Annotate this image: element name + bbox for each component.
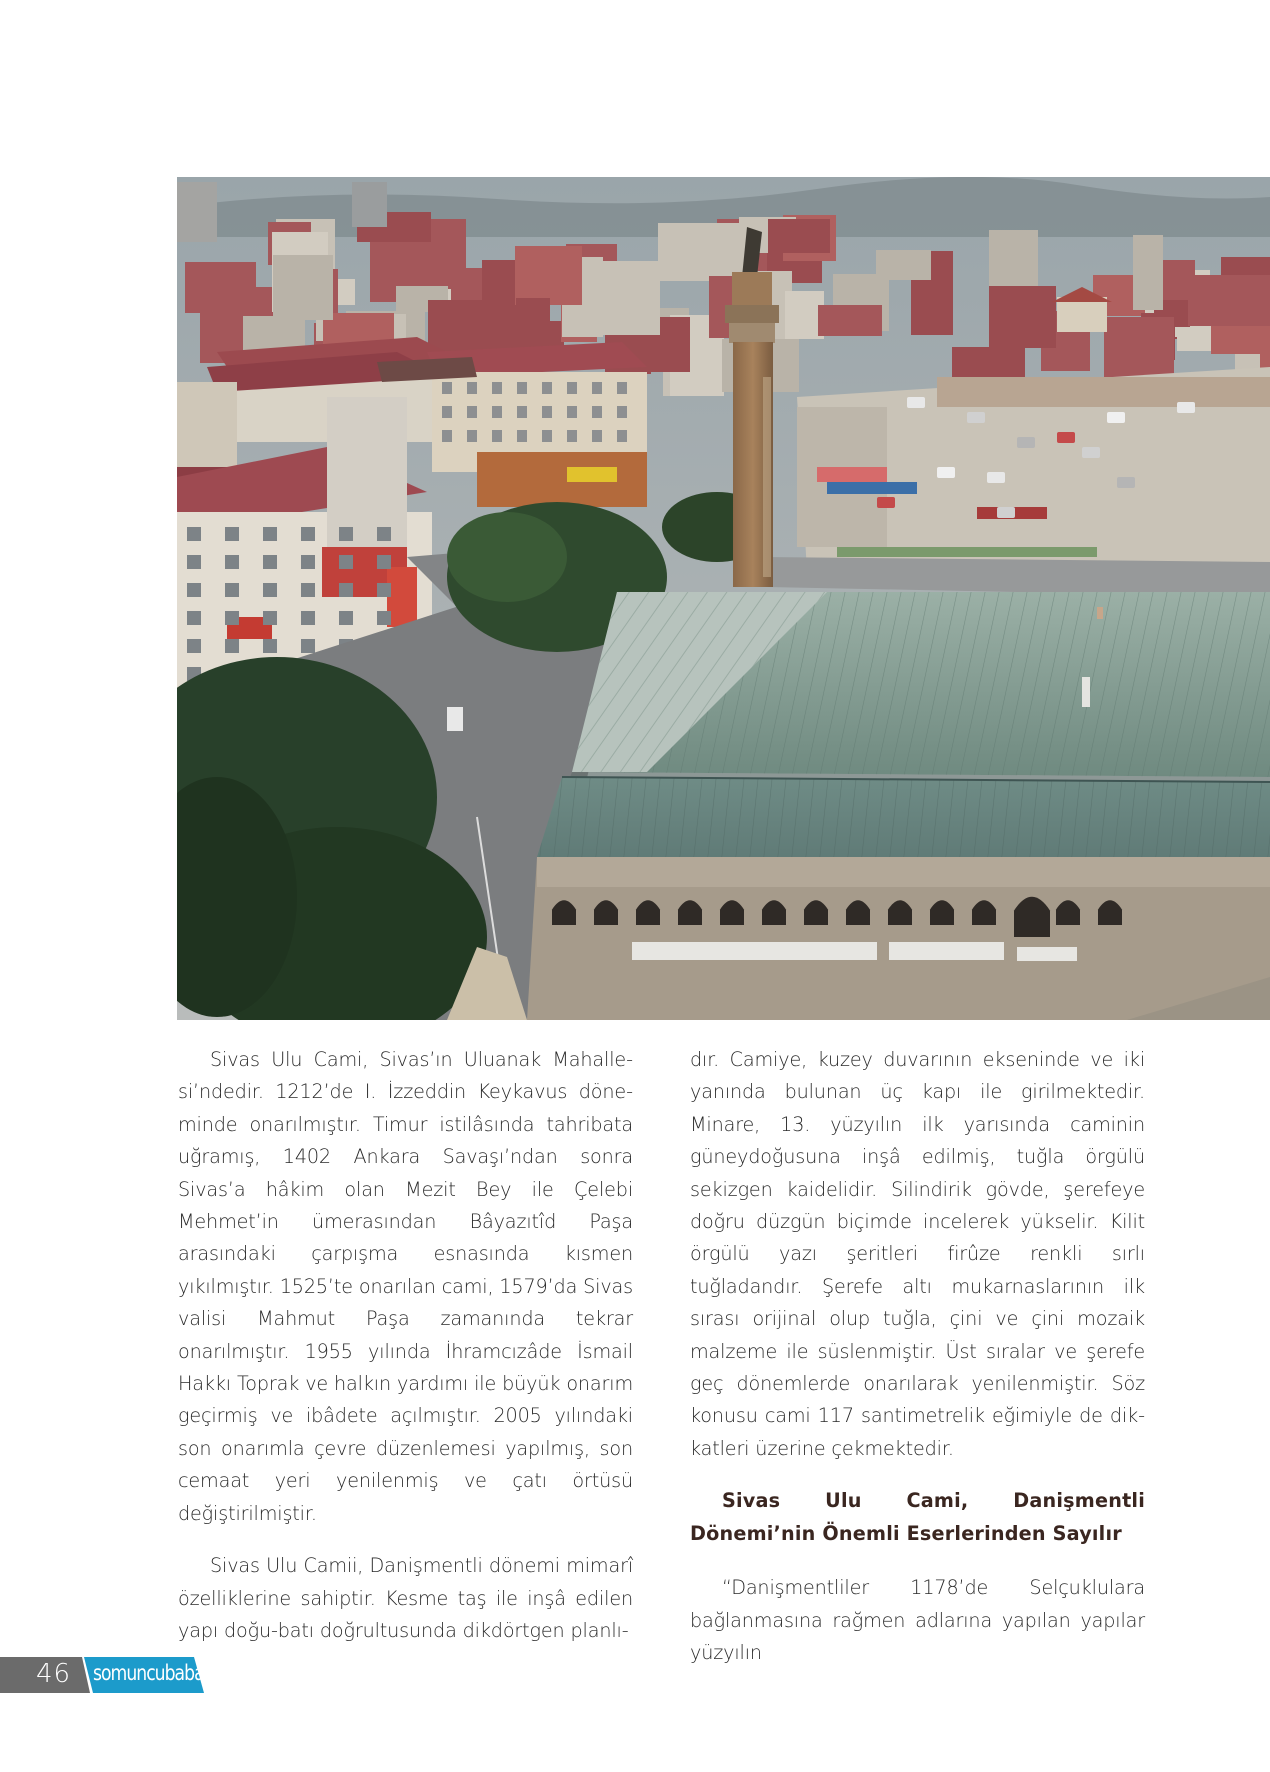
car <box>907 397 925 408</box>
paragraph-danismentli: “Danişmentliler 1178’de Selçuklulara bağlanmasına rağmen adlarına yapılan yapılar yüzyılın <box>690 1576 1145 1664</box>
city-building <box>768 219 830 253</box>
window <box>377 555 391 569</box>
article-photo <box>177 177 1270 1020</box>
page-number: 46 <box>36 1659 72 1689</box>
page-footer <box>0 1657 210 1693</box>
car <box>1177 402 1195 413</box>
city-building <box>1211 324 1270 354</box>
car <box>1107 412 1125 423</box>
section-subheading: Sivas Ulu Cami, Danişmentli Dönemi’nin Önemli Eserlerinden Sayılır <box>690 1489 1145 1545</box>
window <box>567 382 577 394</box>
minaret <box>725 227 779 587</box>
window <box>517 382 527 394</box>
city-building <box>818 305 882 336</box>
tower-block <box>352 182 387 227</box>
window <box>617 430 627 442</box>
window <box>263 639 277 653</box>
city-building <box>273 255 333 320</box>
mosque-roof <box>537 592 1270 862</box>
window <box>377 527 391 541</box>
window <box>442 430 452 442</box>
window <box>467 382 477 394</box>
window <box>542 430 552 442</box>
window <box>263 555 277 569</box>
car <box>997 507 1015 518</box>
window <box>225 611 239 625</box>
window <box>492 406 502 418</box>
window <box>225 527 239 541</box>
window <box>339 611 353 625</box>
window <box>187 639 201 653</box>
window <box>517 430 527 442</box>
window <box>517 406 527 418</box>
paragraph-history: Sivas Ulu Cami, Sivas’ın Uluanak Mahallesi’ndedir. 1212’de I. İzzeddin Keykavus döneminde onarılmıştır. Timur istilâsında tahribata uğramış, 1402 Ankara Savaşı’ndan sonra Sivas’a hâkim olan Mezit Bey ile Çelebi Mehmet’in ümerasından Bâyazıtîd Paşa arasındaki çarpışma esnasında kısmen yıkılmıştır. 1525’te onarılan cami, 1579’da Sivas valisi Mahmut Paşa zamanında tekrar onarılmıştır. 1955 yılında İhramcızâde İsmail Hakkı Toprak ve halkın yardımı ile büyük onarım geçirmiş ve ibâdete açılmıştır. 2005 yılındaki son onarımla çevre düzenlemesi yapılmış, son cemaat yeri yenilenmiş ve çatı örtüsü değiştirilmiştir. <box>178 1048 634 1525</box>
window <box>592 406 602 418</box>
paragraph-architecture: Sivas Ulu Camii, Danişmentli dönemi mimarî özelliklerine sahiptir. Kesme taş ile inşâ edilen yapı doğu-batı doğrultusunda dikdörtgen planlı- <box>178 1554 633 1642</box>
tower-block <box>177 182 217 242</box>
article-column-left <box>178 1044 633 1667</box>
window <box>467 430 477 442</box>
city-building <box>989 286 1056 348</box>
window <box>187 611 201 625</box>
window <box>617 382 627 394</box>
window <box>567 430 577 442</box>
car <box>1082 447 1100 458</box>
window <box>339 583 353 597</box>
city-building <box>1188 275 1270 326</box>
window <box>225 555 239 569</box>
window <box>225 639 239 653</box>
car <box>987 472 1005 483</box>
window <box>467 406 477 418</box>
paragraph-architecture-continued: dır. Camiye, kuzey duvarının ekseninde ve iki yanında bulunan üç kapı ile girilmektedir. Minare, 13. yüzyılın ilk yarısında caminin güneydoğusuna inşâ edilmiş, tuğla örgülü sekizgen kaidelidir. Silindirik gövde, şerefeye doğru düzgün biçimde incelerek yükselir. Kilit örgülü yazı şeritleri firûze renkli sırlı tuğladandır. Şerefe altı mukarnaslarının ilk sırası orijinal olup tuğla, çini ve çini mozaik malzeme ile süslenmiştir. Üst sıralar ve şerefe geç dönemlerde onarılarak yenilenmiştir. Söz konusu cami 117 santimetrelik eğimiyle de dikkatleri üzerine çekmektedir. <box>690 1048 1145 1460</box>
car <box>1057 432 1075 443</box>
window <box>377 611 391 625</box>
window <box>377 583 391 597</box>
window <box>301 639 315 653</box>
window <box>339 527 353 541</box>
window <box>492 382 502 394</box>
window <box>225 583 239 597</box>
window <box>301 527 315 541</box>
window <box>442 406 452 418</box>
window <box>339 555 353 569</box>
window <box>187 555 201 569</box>
city-building <box>515 246 582 305</box>
window <box>617 406 627 418</box>
window <box>301 611 315 625</box>
window <box>263 527 277 541</box>
photo-image-illustration <box>177 177 1270 1020</box>
window <box>263 611 277 625</box>
window <box>567 406 577 418</box>
window <box>542 406 552 418</box>
window <box>592 382 602 394</box>
window <box>542 382 552 394</box>
window <box>263 583 277 597</box>
car <box>967 412 985 423</box>
car <box>877 497 895 508</box>
car <box>937 467 955 478</box>
city-building <box>1133 235 1163 310</box>
mosque-facade <box>447 857 1270 1020</box>
car <box>1117 477 1135 488</box>
window <box>187 527 201 541</box>
window <box>187 583 201 597</box>
window <box>442 382 452 394</box>
article-column-right <box>690 1044 1145 1689</box>
window <box>592 430 602 442</box>
window <box>492 430 502 442</box>
car <box>1017 437 1035 448</box>
window <box>301 555 315 569</box>
magazine-brand-logo: somuncubaba <box>93 1661 204 1685</box>
window <box>301 583 315 597</box>
